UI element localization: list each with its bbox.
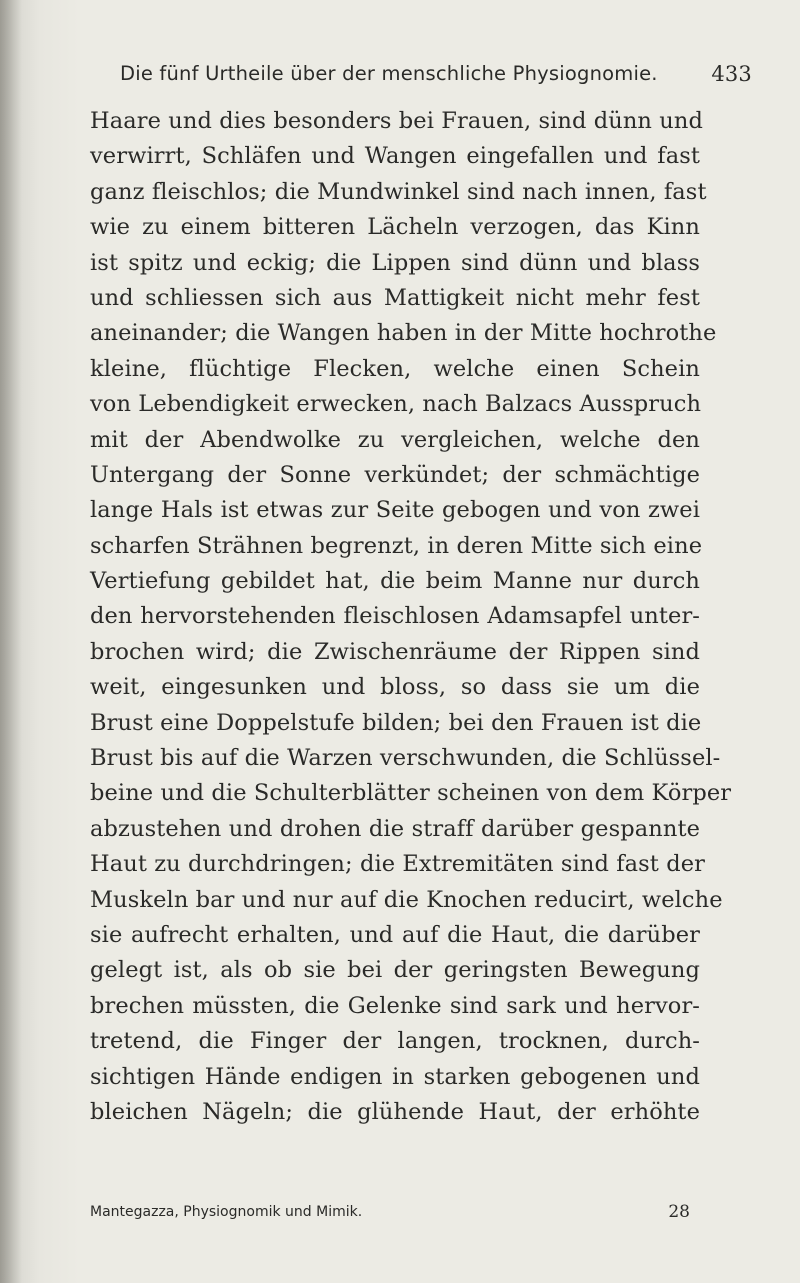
running-head xyxy=(120,62,760,92)
signature-line xyxy=(90,1204,690,1228)
page-number: 433 xyxy=(711,62,752,86)
text-line: Haut zu durchdringen; die Extremitäten sind fast der xyxy=(90,851,705,878)
text-line: den hervorstehenden fleischlosen Adamsapfel unter- xyxy=(90,603,700,630)
running-head-title: Die fünf Urtheile über der menschliche Physiognomie. xyxy=(120,62,658,85)
printer-signature: Mantegazza, Physiognomik und Mimik. xyxy=(90,1204,363,1220)
text-line: Brust bis auf die Warzen verschwunden, die Schlüssel- xyxy=(90,745,721,772)
text-line: Untergang der Sonne verkündet; der schmächtige xyxy=(90,461,700,488)
text-line: weit, eingesunken und bloss, so dass sie um die xyxy=(90,674,700,701)
text-line: abzustehen und drohen die straff darüber gespannte xyxy=(90,815,700,842)
text-line: mit der Abendwolke zu vergleichen, welche den xyxy=(90,426,700,453)
text-line: aneinander; die Wangen haben in der Mitte hochrothe xyxy=(90,320,717,347)
text-line: sie aufrecht erhalten, und auf die Haut, die darüber xyxy=(90,921,700,948)
text-line: sichtigen Hände endigen in starken gebogenen und xyxy=(90,1063,700,1090)
text-line: Brust eine Doppelstufe bilden; bei den Frauen ist die xyxy=(90,709,702,736)
text-line: Haare und dies besonders bei Frauen, sind dünn und xyxy=(90,108,703,134)
text-line: gelegt ist, als ob sie bei der geringsten Bewegung xyxy=(90,957,700,984)
text-line: scharfen Strähnen begrenzt, in deren Mitte sich eine xyxy=(90,532,703,559)
text-line: tretend, die Finger der langen, trocknen, durch- xyxy=(90,1028,700,1055)
text-line: Muskeln bar und nur auf die Knochen reducirt, welche xyxy=(90,886,723,913)
text-line: verwirrt, Schläfen und Wangen eingefallen und fast xyxy=(90,143,700,170)
signature-number: 28 xyxy=(668,1202,690,1222)
text-line: kleine, flüchtige Flecken, welche einen Schein xyxy=(90,355,700,382)
text-line: bleichen Nägeln; die glühende Haut, der erhöhte xyxy=(90,1098,700,1125)
text-line: Vertiefung gebildet hat, die beim Manne nur durch xyxy=(90,568,700,595)
body-text xyxy=(90,104,732,1130)
spine-shadow xyxy=(0,0,22,1283)
text-line: lange Hals ist etwas zur Seite gebogen und von zwei xyxy=(90,497,700,524)
text-line: wie zu einem bitteren Lächeln verzogen, das Kinn xyxy=(90,214,700,241)
text-line: brechen müssten, die Gelenke sind sark und hervor- xyxy=(90,992,700,1019)
text-line: ist spitz und eckig; die Lippen sind dünn und blass xyxy=(90,249,700,276)
text-line: brochen wird; die Zwischenräume der Rippen sind xyxy=(90,638,700,665)
text-line: ganz fleischlos; die Mundwinkel sind nach innen, fast xyxy=(90,178,707,205)
text-line: beine und die Schulterblätter scheinen von dem Körper xyxy=(90,780,732,807)
text-line: und schliessen sich aus Mattigkeit nicht mehr fest xyxy=(90,284,700,311)
text-line: von Lebendigkeit erwecken, nach Balzacs Ausspruch xyxy=(90,391,702,418)
